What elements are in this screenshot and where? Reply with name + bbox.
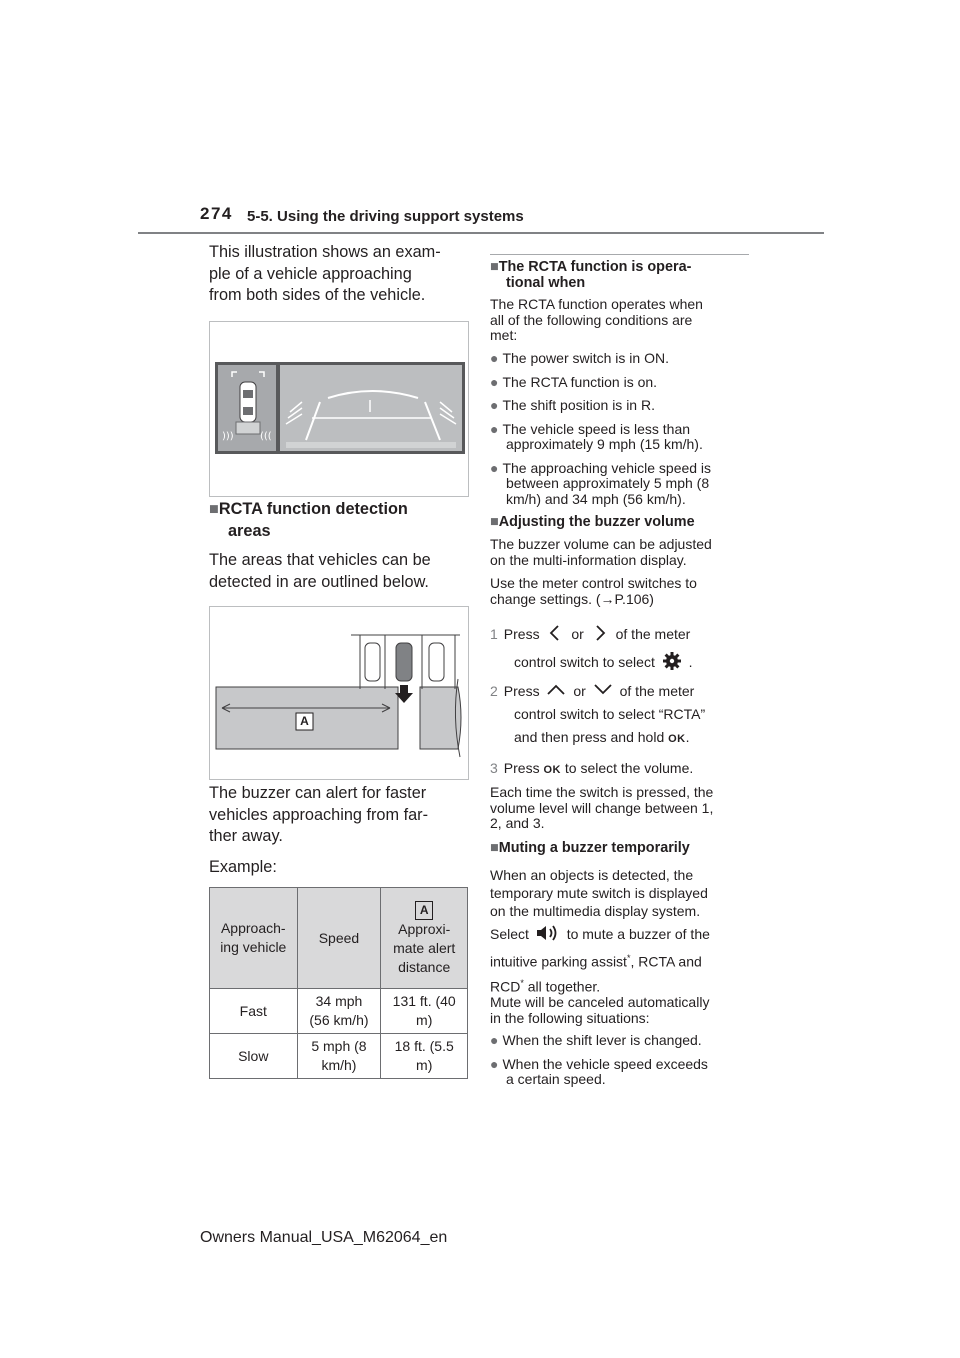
- arrow-right-icon: →: [600, 590, 615, 607]
- alert-distance-table: [209, 887, 468, 1079]
- step-3: 3 Press OK to select the volume.: [490, 760, 694, 776]
- chevron-up-icon: [543, 682, 569, 696]
- list-item: ● The shift position is in R.: [490, 397, 655, 413]
- buzzer-line: ther away.: [209, 827, 283, 845]
- table-cell: [210, 989, 298, 1034]
- list-item: ● The power switch is in ON.: [490, 350, 669, 366]
- bullet-icon: ●: [490, 420, 499, 437]
- settings-gear-icon: [659, 651, 685, 671]
- cell-text: Fast: [239, 1002, 267, 1019]
- table-cell: [297, 989, 381, 1034]
- example-label: Example:: [209, 858, 277, 876]
- header-cell: [297, 888, 381, 989]
- header-text: Approach-: [220, 920, 286, 936]
- header-cell: [210, 888, 298, 989]
- cell-text: 5 mph (8: [311, 1038, 367, 1054]
- footer-doc-id: Owners Manual_USA_M62064_en: [200, 1229, 448, 1246]
- list-item: ● When the shift lever is changed.: [490, 1032, 702, 1048]
- cell-text: m): [416, 1057, 433, 1073]
- areas-line: detected in are outlined below.: [209, 572, 429, 591]
- detection-area-illustration: [209, 606, 469, 780]
- cancel-paragraph: Mute will be canceled automatically in the following situations:: [490, 994, 710, 1026]
- list-item: ● When the vehicle speed exceeds a certain speed.: [490, 1055, 708, 1087]
- heading-line: The RCTA function is opera-: [498, 259, 692, 275]
- ok-button-icon: OK: [543, 764, 561, 776]
- table-row: [210, 1034, 468, 1079]
- table-header-row: [210, 888, 468, 989]
- section-title: 5-5. Using the driving support systems: [247, 208, 524, 225]
- header-text: mate alert: [393, 939, 456, 956]
- cell-text: km/h): [321, 1057, 357, 1073]
- text-line: all of the following conditions are: [490, 311, 693, 328]
- cancel-list: [490, 1033, 752, 1088]
- detection-svg: [210, 607, 468, 779]
- buzzer-paragraph: The buzzer volume can be adjusted on the multi-information display.: [490, 536, 712, 568]
- buzzer-heading: ■Adjusting the buzzer volume: [490, 514, 695, 530]
- condition-list: [490, 351, 752, 507]
- intro-line: ple of a vehicle approaching: [209, 264, 412, 283]
- bullet-icon: ●: [490, 1032, 499, 1048]
- buzzer-line: vehicles approaching from far-: [209, 805, 428, 824]
- intro-line: from both sides of the vehicle.: [209, 286, 426, 304]
- areas-paragraph: [209, 550, 469, 593]
- square-bullet-icon: ■: [490, 259, 499, 275]
- header-rule: [138, 232, 824, 234]
- page-number: 274: [200, 204, 233, 223]
- chevron-right-icon: [588, 625, 612, 641]
- header-text: distance: [398, 958, 451, 975]
- list-item: ● The RCTA function is on.: [490, 373, 658, 390]
- table-row: [210, 989, 468, 1034]
- bullet-icon: ●: [490, 1055, 499, 1072]
- ok-button-icon: OK: [668, 733, 686, 745]
- bullet-icon: ●: [490, 397, 499, 413]
- svg-text:))): ))): [222, 431, 234, 442]
- step-2: 2 Press or of the meter control switch to select “RCTA” and then press and hold OK.: [490, 683, 706, 745]
- table-cell: [381, 989, 468, 1034]
- heading-line: tional when: [506, 274, 586, 291]
- table-cell: [381, 1034, 468, 1079]
- buzzer-alert-paragraph: [209, 783, 469, 848]
- table-cell: [210, 1034, 298, 1079]
- chevron-down-icon: [590, 682, 616, 696]
- areas-line: The areas that vehicles can be: [209, 551, 431, 569]
- areas-heading-line: areas: [228, 521, 271, 540]
- cell-text: 131 ft. (40: [392, 993, 456, 1009]
- areas-heading-line: RCTA function detection: [218, 500, 408, 518]
- cell-text: Slow: [238, 1047, 269, 1064]
- mute-paragraph: When an objects is detected, the temporary mute switch is displayed on the multimedia display system.: [490, 867, 708, 919]
- cell-text: m): [416, 1012, 433, 1028]
- operational-heading: [490, 260, 752, 291]
- buzzer-line: The buzzer can alert for faster: [209, 784, 427, 802]
- areas-heading: [209, 499, 469, 542]
- bullet-icon: ●: [490, 459, 499, 476]
- list-item: ● The approaching vehicle speed is between approximately 5 mph (8 km/h) and 34 mph (56 km/h).: [490, 459, 712, 507]
- step-1: 1 Press or of the meter control switch to select .: [490, 626, 693, 670]
- mute-select-paragraph: Select to mute a buzzer of the intuitive parking assist*, RCTA and RCD* all together.: [490, 922, 752, 995]
- volume-paragraph: Each time the switch is pressed, the volume level will change between 1, 2, and 3.: [490, 784, 714, 831]
- buzzer-paragraph-2: Use the meter control switches to change settings. (→P.106): [490, 575, 697, 607]
- text-line: met:: [490, 327, 518, 343]
- cell-text: 18 ft. (5.5: [394, 1038, 454, 1054]
- mute-heading: ■Muting a buzzer temporarily: [490, 840, 690, 856]
- table-cell: [297, 1034, 381, 1079]
- square-bullet-icon: ■: [490, 514, 499, 530]
- rcta-display-illustration: [209, 321, 469, 497]
- cell-text: (56 km/h): [309, 1012, 369, 1028]
- bullet-icon: ●: [490, 373, 499, 390]
- chevron-left-icon: [543, 625, 567, 641]
- intro-line: This illustration shows an exam-: [209, 243, 441, 261]
- cell-text: 34 mph: [315, 993, 363, 1009]
- list-item: ● The vehicle speed is less than approximately 9 mph (15 km/h).: [490, 420, 703, 452]
- area-a-label: A: [300, 714, 309, 728]
- bullet-icon: ●: [490, 350, 499, 366]
- square-bullet-icon: ■: [490, 840, 499, 856]
- page-reference-link[interactable]: P.106): [614, 590, 654, 607]
- intro-paragraph: [209, 242, 469, 307]
- square-bullet-icon: ■: [209, 500, 219, 518]
- header-text: ing vehicle: [220, 939, 287, 955]
- svg-text:(((: (((: [260, 431, 272, 442]
- operational-paragraph: [490, 297, 752, 344]
- speaker-icon: [533, 923, 563, 943]
- header-cell: [381, 888, 468, 989]
- header-text: Speed: [318, 929, 360, 946]
- display-svg: [210, 322, 468, 496]
- area-a-badge: A: [415, 901, 433, 920]
- header-text: Approxi-: [398, 920, 451, 937]
- text-line: The RCTA function operates when: [490, 296, 703, 312]
- column-rule: [490, 254, 749, 255]
